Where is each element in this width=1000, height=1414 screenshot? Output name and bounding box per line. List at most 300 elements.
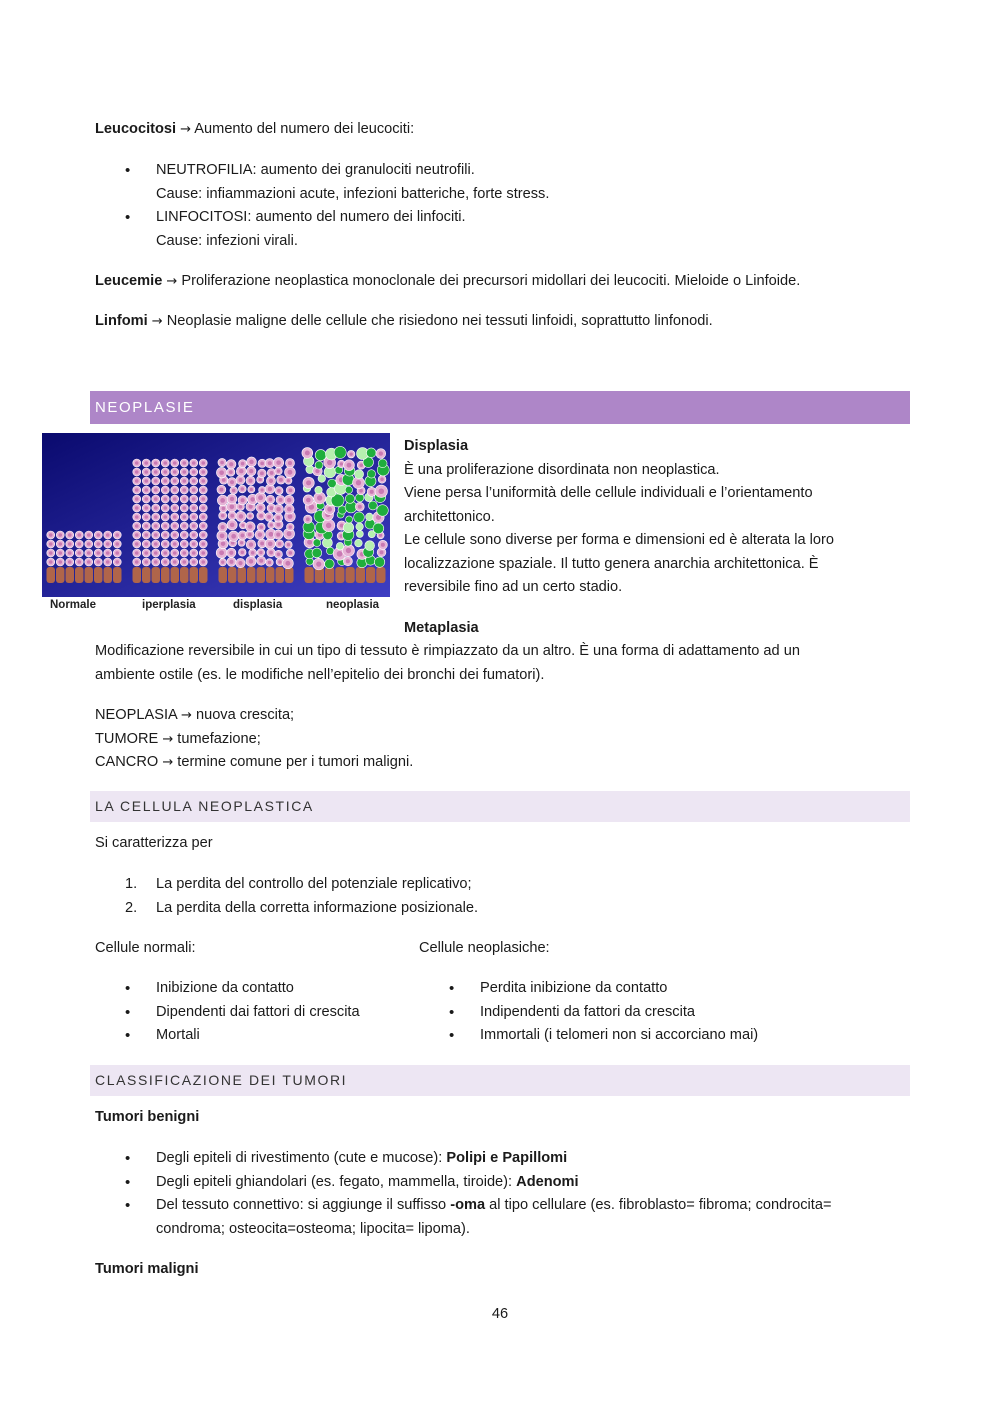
cell-nucleus [192,497,196,501]
tumori-benigni-title: Tumori benigni [95,1109,200,1125]
list-item-text: Degli epiteli di rivestimento (cute e mucose): [156,1150,447,1166]
cell-nucleus [192,542,196,546]
list-item [95,159,905,206]
leucocitosi-desc: Aumento del numero dei leucociti: [191,121,415,137]
cell-nucleus [182,488,186,492]
cell-nucleus [248,479,252,483]
cell-nucleus [260,471,264,475]
cell-nucleus [182,506,186,510]
cell-nucleus [135,470,139,474]
cell-nucleus [163,524,167,528]
cell-nucleus [173,524,177,528]
list-item [95,1001,415,1025]
cell-nucleus [201,461,205,465]
cell-nucleus [77,533,81,537]
list-item [95,897,905,921]
list-item-bold: Adenomi [516,1173,579,1190]
tissue-cell [355,539,363,547]
tissue-cell [356,523,364,531]
cell-nucleus [144,488,148,492]
basal-cell [356,567,365,583]
tissue-illustration [42,433,390,597]
arrow-icon: → [162,731,174,747]
cell-nucleus [173,461,177,465]
cell-nucleus [316,562,321,567]
cell-nucleus [229,560,233,564]
cell-nucleus [182,470,186,474]
tissue-cell [354,512,365,523]
cell-nucleus [201,479,205,483]
list-item-text: Dipendenti dai fattori di crescita [156,1003,360,1020]
leucocitosi-list [95,159,905,253]
cell-nucleus [232,489,235,492]
cellule-neoplasiche-column [419,937,899,961]
definition-term: NEOPLASIA [95,707,177,723]
bullet-icon: • [125,980,131,997]
displasia-line: localizzazione spaziale. Il tutto genera anarchia architettonica. È [404,555,819,572]
cell-nucleus [192,560,196,564]
cell-nucleus [144,506,148,510]
definition-line [95,751,905,775]
basal-cell [376,567,385,583]
list-item [95,977,415,1001]
cell-nucleus [154,515,158,519]
cell-nucleus [220,461,224,465]
cell-nucleus [201,506,205,510]
cell-nucleus [288,514,293,519]
cellule-normali-column [95,937,415,961]
basal-cell [238,567,247,583]
basal-cell [219,567,228,583]
cell-nucleus [229,462,233,466]
cell-nucleus [219,470,224,475]
list-item-text: Inibizione da contatto [156,980,294,996]
list-item [419,1024,899,1048]
basal-cell [285,567,294,583]
tissue-cell [366,448,376,458]
list-item [419,1001,899,1025]
cell-nucleus [248,533,252,537]
cell-nucleus [249,559,254,564]
cell-nucleus [380,550,384,554]
cell-nucleus [287,470,292,475]
cell-nucleus [96,533,100,537]
basal-cell [94,567,103,583]
linfomi-paragraph [95,310,905,334]
bullet-icon: • [125,1003,131,1021]
basal-cell [171,567,180,583]
cell-nucleus [192,461,196,465]
cell-nucleus [135,497,139,501]
cell-nucleus [135,560,139,564]
cell-nucleus [135,515,139,519]
cell-nucleus [49,560,53,564]
cell-nucleus [182,515,186,519]
cell-nucleus [378,488,384,494]
cell-nucleus [68,560,72,564]
cell-nucleus [219,550,224,555]
cell-nucleus [315,469,319,473]
arrow-icon: → [166,274,178,289]
cell-nucleus [229,504,234,509]
cell-nucleus [201,524,205,528]
bullet-icon: • [449,1003,455,1021]
cell-nucleus [358,505,362,509]
cell-nucleus [173,470,177,474]
cell-nucleus [144,497,148,501]
cell-nucleus [68,551,72,555]
cell-nucleus [259,559,263,563]
cell-nucleus [49,533,53,537]
cell-nucleus [337,551,343,557]
basal-cell [257,567,266,583]
bullet-icon: • [125,1150,131,1167]
cell-nucleus [201,542,205,546]
cell-nucleus [278,542,282,546]
cell-nucleus [87,542,91,546]
cell-nucleus [250,488,253,491]
cell-nucleus [229,551,233,555]
cell-nucleus [277,469,280,472]
cell-nucleus [249,469,253,473]
cell-nucleus [192,533,196,537]
cell-nucleus [220,533,225,538]
basal-cell [104,567,113,583]
cell-nucleus [269,551,273,555]
cell-nucleus [87,551,91,555]
displasia-title: Displasia [404,438,469,454]
cell-nucleus [349,452,352,455]
metaplasia-paragraph [95,640,905,687]
tissue-cell [343,522,353,532]
tissue-cell [336,542,344,550]
cell-nucleus [163,542,167,546]
cell-nucleus [144,479,148,483]
cell-nucleus [288,461,292,465]
cell-nucleus [106,533,110,537]
cell-nucleus [231,534,236,539]
list-number: 2. [125,899,138,916]
cell-nucleus [241,462,245,466]
basal-cell [335,567,344,583]
page-number: 46 [491,1306,509,1322]
section-header-cellula-neoplastica: LA CELLULA NEOPLASTICA [90,791,910,822]
cell-nucleus [173,497,177,501]
cell-nucleus [359,463,363,467]
cell-nucleus [135,461,139,465]
cell-nucleus [201,533,205,537]
cell-nucleus [239,514,244,519]
cell-nucleus [285,561,290,566]
list-item-bold: Polipi e Papillomi [446,1150,568,1166]
basal-cell [142,567,151,583]
cell-nucleus [49,551,53,555]
cell-nucleus [182,551,186,555]
cell-nucleus [182,524,186,528]
cell-nucleus [239,469,243,473]
leucocitosi-term: Leucocitosi [95,121,177,137]
figure-labels [42,597,390,617]
basal-cell [190,567,199,583]
cell-nucleus [359,489,363,493]
cell-nucleus [259,514,263,518]
cell-nucleus [259,551,262,554]
cell-nucleus [115,533,119,537]
cell-nucleus [326,523,332,529]
cell-nucleus [238,561,242,565]
cell-nucleus [182,461,186,465]
tissue-cell [367,470,375,478]
cell-nucleus [173,479,177,483]
cell-nucleus [163,515,167,519]
cell-nucleus [221,514,225,518]
cell-nucleus [173,551,177,555]
cell-nucleus [221,561,224,564]
cell-nucleus [135,533,139,537]
cell-nucleus [182,533,186,537]
cell-nucleus [192,470,196,474]
cell-nucleus [241,551,244,554]
leucemie-term: Leucemie [95,273,163,289]
cell-nucleus [276,532,280,536]
caratterizza-text: Si caratterizza per [95,835,213,851]
cell-nucleus [96,542,100,546]
tissue-cell [318,475,326,483]
displasia-line: Viene persa l’uniformità delle cellule individuali e l’orientamento [404,485,813,501]
cell-nucleus [277,489,281,493]
cell-nucleus [135,524,139,528]
figure-label-iperplasia: iperplasia [142,599,196,611]
figure-label-neoplasia: neoplasia [326,599,380,611]
list-item-line: Cause: infiammazioni acute, infezioni batteriche, forte stress. [156,185,550,202]
cell-nucleus [241,498,245,502]
cell-nucleus [317,495,322,500]
bullet-icon: • [125,162,131,179]
cell-nucleus [144,515,148,519]
basal-cell [228,567,237,583]
tissue-cell [315,486,322,493]
cell-nucleus [239,505,242,508]
cell-nucleus [87,533,91,537]
column-title: Cellule normali: [95,940,196,956]
cell-nucleus [259,478,262,481]
cell-nucleus [135,479,139,483]
leucocitosi-paragraph [95,118,905,142]
cell-nucleus [268,498,272,502]
cell-nucleus [270,506,274,510]
tissue-cell [368,501,377,510]
cell-nucleus [115,551,119,555]
cell-nucleus [106,551,110,555]
bullet-icon: • [125,1197,131,1214]
cell-nucleus [230,514,234,518]
basal-cell [180,567,189,583]
cell-nucleus [219,488,223,492]
cell-nucleus [269,532,274,537]
cell-nucleus [340,462,343,465]
tissue-cell [315,461,323,469]
bullet-icon: • [125,209,131,226]
displasia-line: È una proliferazione disordinata non neoplastica. [404,461,720,478]
definition-term: TUMORE [95,730,159,747]
cell-nucleus [135,542,139,546]
list-item [95,1024,415,1048]
cell-nucleus [154,506,158,510]
basal-cell [366,567,375,583]
basal-cell [66,567,75,583]
cell-nucleus [173,533,177,537]
basal-cell [113,567,122,583]
cell-nucleus [306,498,311,503]
cell-nucleus [259,525,263,529]
tissue-cell [325,559,335,569]
cell-nucleus [154,533,158,537]
list-item [419,977,899,1001]
tissue-cell [328,479,337,488]
basal-cell [247,567,256,583]
cell-nucleus [249,514,252,517]
cell-nucleus [287,507,291,511]
arrow-icon: → [180,122,192,137]
cell-nucleus [201,488,205,492]
cell-nucleus [192,506,196,510]
tissue-cell [356,530,363,537]
basal-cell [85,567,94,583]
cell-nucleus [287,543,290,546]
cell-nucleus [135,506,139,510]
list-item-text: Perdita inibizione da contatto [480,980,668,996]
tissue-cell [345,494,354,503]
cell-nucleus [144,524,148,528]
arrow-icon: → [181,708,192,723]
definition-term: CANCRO [95,754,159,770]
cell-nucleus [270,471,274,475]
cell-nucleus [163,533,167,537]
list-number: 1. [125,876,138,892]
cell-nucleus [370,490,374,494]
cell-nucleus [163,470,167,474]
cell-nucleus [115,542,119,546]
cell-nucleus [230,523,235,528]
linfomi-desc: Neoplasie maligne delle cellule che risiedono nei tessuti linfoidi, soprattutto linfonodi. [162,313,713,329]
cell-nucleus [258,495,263,500]
cell-nucleus [77,551,81,555]
cell-nucleus [241,487,245,491]
definition-desc: tumefazione; [173,730,261,747]
column-title: Cellule neoplasiche: [419,940,550,956]
cell-nucleus [163,551,167,555]
cell-nucleus [248,524,252,528]
cell-nucleus [222,507,226,511]
cell-nucleus [276,507,280,511]
list-item-line: LINFOCITOSI: aumento del numero dei linfociti. [156,209,466,225]
tumori-maligni-title: Tumori maligni [95,1261,199,1277]
cell-nucleus [173,560,177,564]
cell-nucleus [346,548,351,553]
cell-nucleus [49,542,53,546]
cell-nucleus [379,451,383,455]
basal-cell [47,567,56,583]
tissue-cell [346,516,353,523]
cell-nucleus [287,498,291,502]
definition-desc: nuova crescita; [191,707,295,723]
cell-nucleus [182,479,186,483]
section-header-neoplasie: NEOPLASIE [90,391,910,424]
definitions-block [95,704,905,775]
cell-nucleus [249,460,253,464]
cell-nucleus [201,560,205,564]
definition-line [95,704,905,728]
list-item-text: Indipendenti da fattori da crescita [480,1003,695,1020]
cell-nucleus [154,542,158,546]
basal-cell [325,567,334,583]
tissue-cell [366,513,374,521]
metaplasia-line: ambiente ostile (es. le modifiche nell’epitelio dei bronchi dei fumatori). [95,666,545,683]
cell-nucleus [270,523,273,526]
bullet-icon: • [449,1027,455,1044]
list-item-text: Immortali (i telomeri non si accorciano mai) [480,1027,759,1043]
cell-nucleus [307,540,312,545]
cell-nucleus [154,560,158,564]
cell-nucleus [379,534,382,537]
cell-nucleus [240,533,244,537]
cell-nucleus [260,461,264,465]
cell-nucleus [279,478,283,482]
cell-nucleus [327,507,332,512]
cell-nucleus [96,551,100,555]
cell-nucleus [277,552,281,556]
cell-nucleus [192,551,196,555]
basal-cell [199,567,208,583]
cell-nucleus [259,506,263,510]
cell-nucleus [250,497,255,502]
basal-cell [161,567,170,583]
cell-nucleus [154,524,158,528]
list-item-line: NEUTROFILIA: aumento dei granulociti neutrofili. [156,162,475,178]
cell-nucleus [238,478,242,482]
tissue-cell [354,470,363,479]
list-item [95,873,905,897]
cell-nucleus [327,460,332,465]
cell-nucleus [163,488,167,492]
list-item-text: Degli epiteli ghiandolari (es. fegato, mammella, tiroide): [156,1173,517,1190]
tissue-cell [345,486,352,493]
cell-nucleus [192,488,196,492]
cell-nucleus [230,480,234,484]
cell-nucleus [201,551,205,555]
displasia-line: architettonico. [404,508,495,525]
cell-nucleus [289,551,293,555]
list-item-line: condroma; osteocita=osteoma; lipocita= lipoma). [156,1220,470,1237]
cell-nucleus [241,524,244,527]
list-item-bold: -oma [450,1197,486,1213]
cell-nucleus [144,542,148,546]
cell-nucleus [269,479,273,483]
cell-nucleus [154,497,158,501]
basal-cell [56,567,65,583]
cell-nucleus [305,451,310,456]
cell-nucleus [68,542,72,546]
section-header-classificazione: CLASSIFICAZIONE DEI TUMORI [90,1065,910,1096]
figure-label-normale: Normale [50,599,97,611]
cell-nucleus [229,470,233,474]
cell-nucleus [96,560,100,564]
basal-cell [276,567,285,583]
cell-nucleus [201,497,205,501]
tissue-cell [374,557,384,567]
leucemie-desc: Proliferazione neoplastica monoclonale dei precursori midollari dei leucociti. Mieloide o Linfoide. [177,273,801,289]
cell-nucleus [381,543,385,547]
